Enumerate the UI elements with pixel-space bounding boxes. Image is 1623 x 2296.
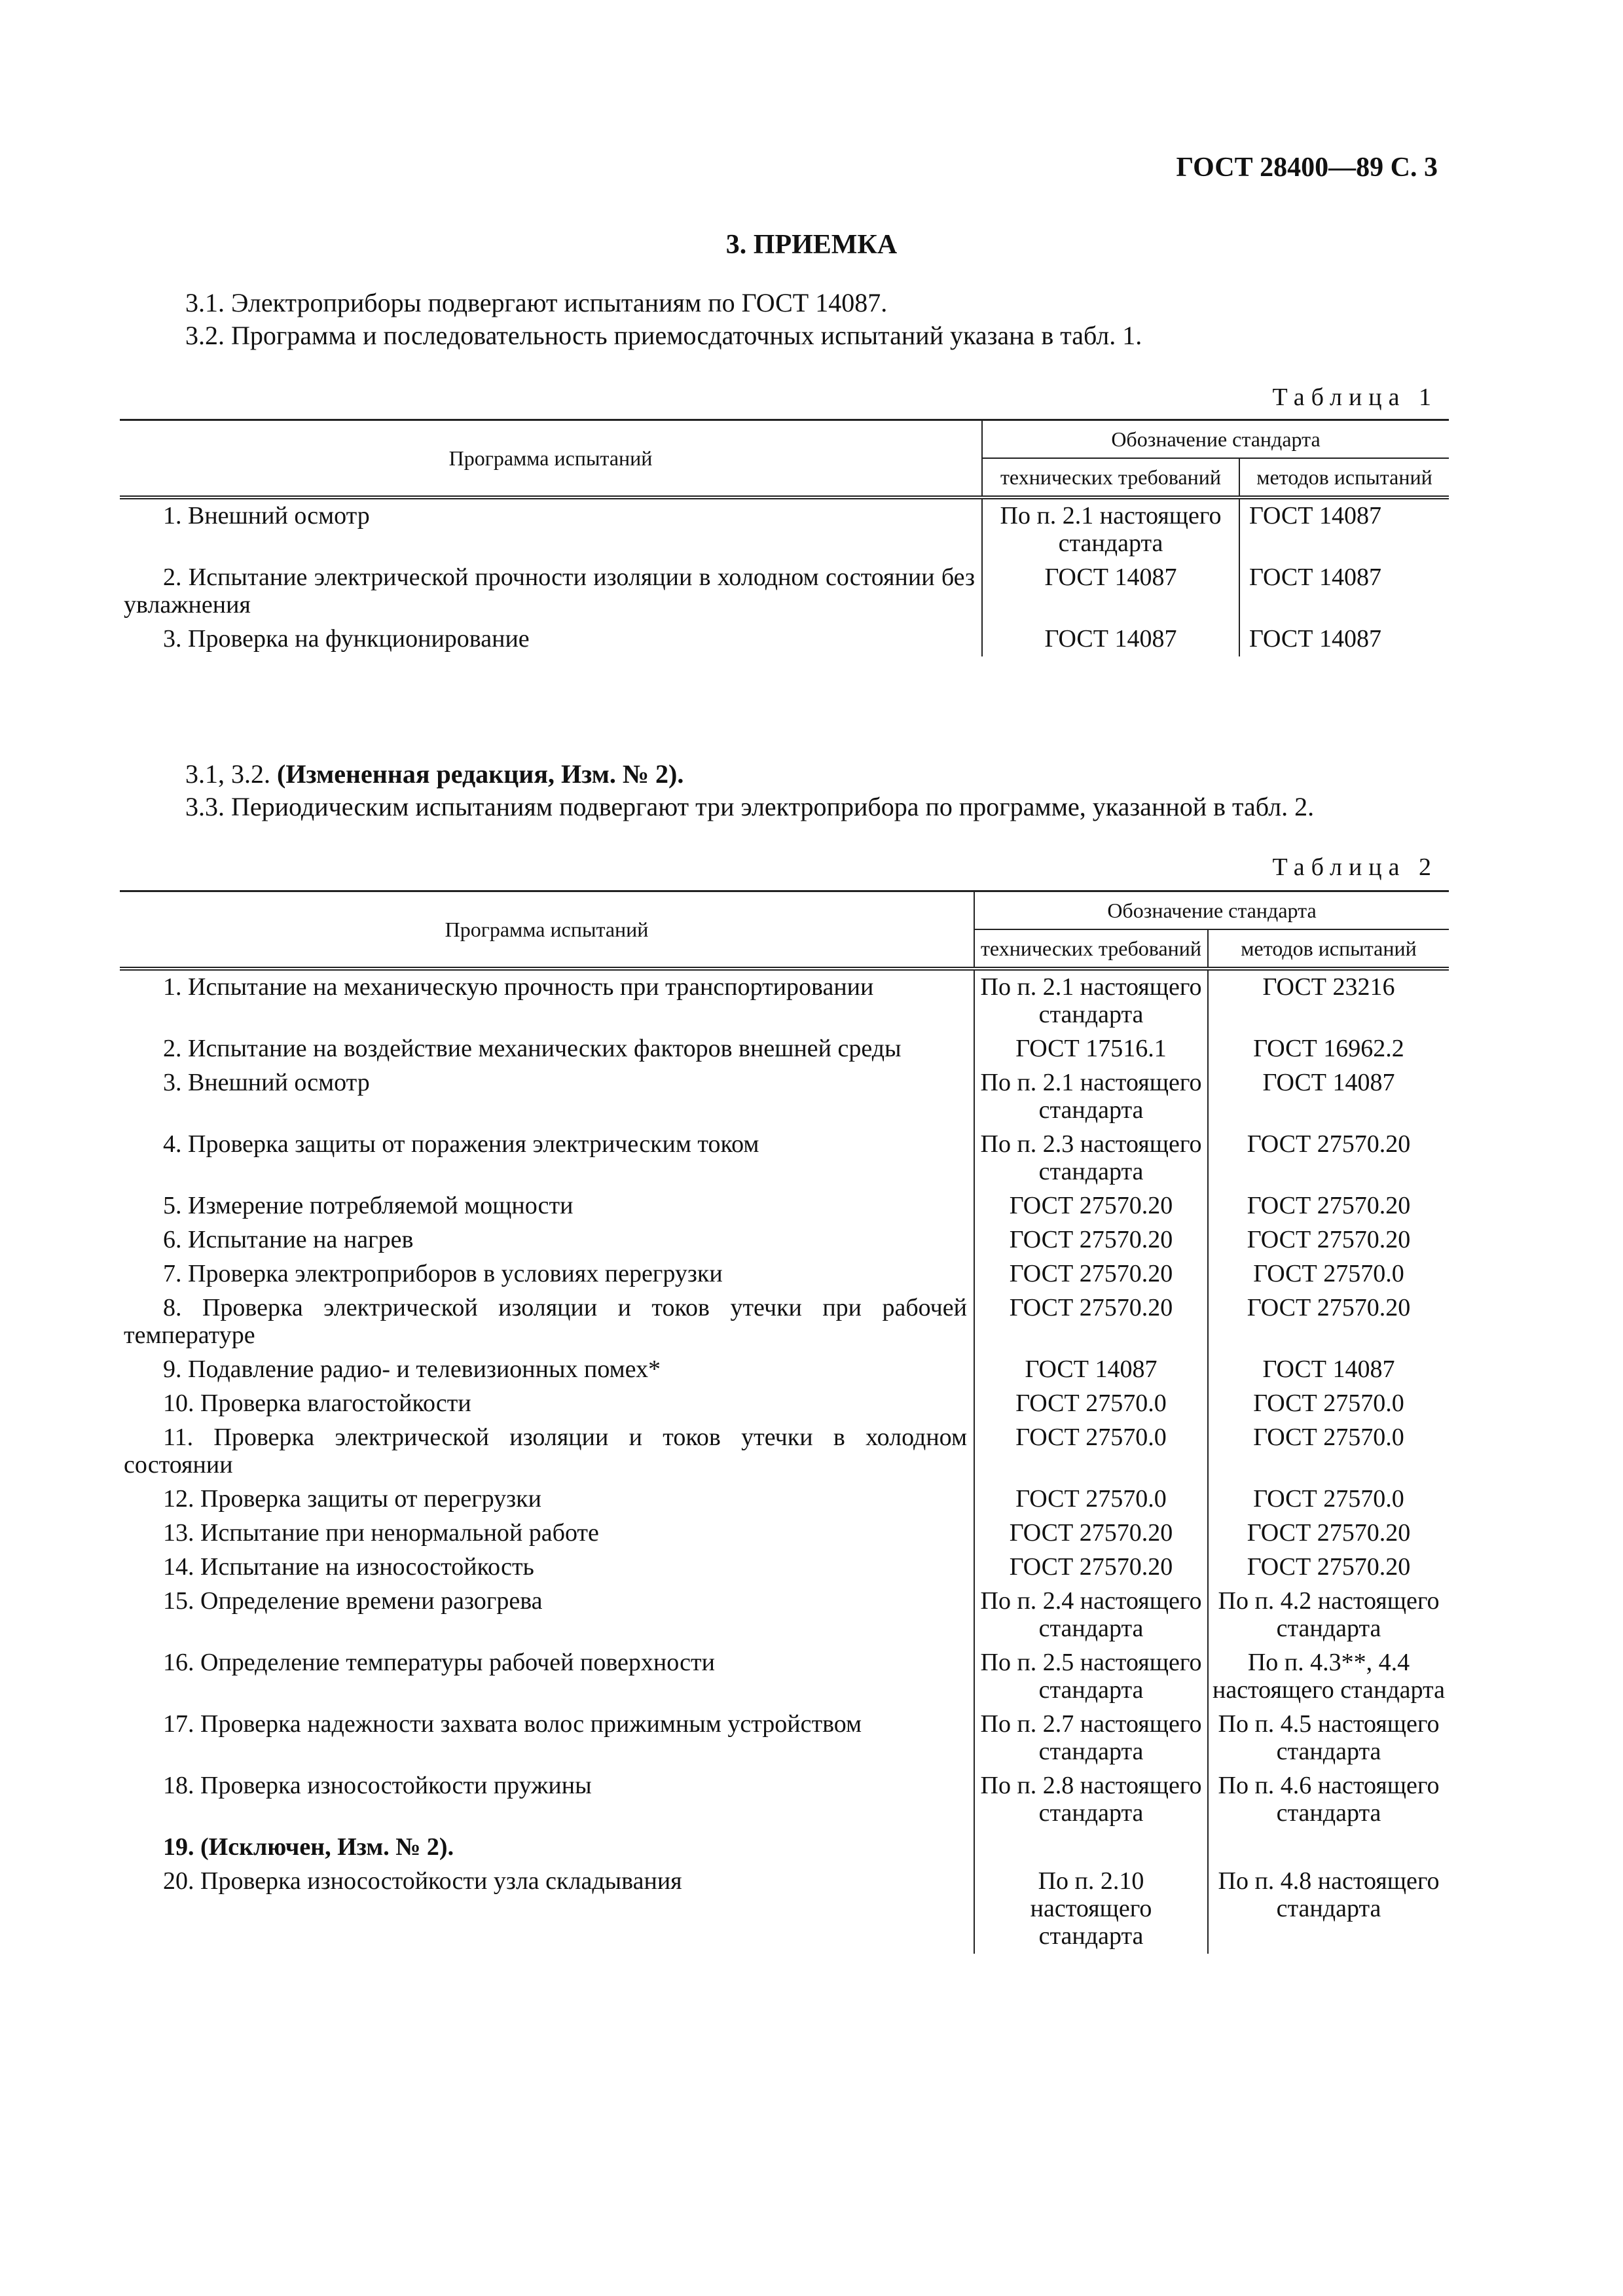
program-cell: 2. Испытание электрической прочности изоляции в холодном состоянии без увлажнения	[124, 564, 975, 619]
tech-requirements-cell: По п. 2.4 настоящего стандарта	[974, 1585, 1208, 1646]
table-row	[120, 969, 1449, 1032]
tech-requirements-cell: ГОСТ 17516.1	[974, 1032, 1208, 1066]
program-cell: 15. Определение времени разогрева	[163, 1587, 543, 1615]
paragraph-3-2-text: 3.2. Программа и последовательность приемосдаточных испытаний указана в табл. 1.	[185, 321, 1142, 350]
table1-header-group: Обозначение стандарта	[982, 420, 1449, 459]
program-cell: 5. Измерение потребляемой мощности	[163, 1192, 574, 1219]
page-header: ГОСТ 28400—89 С. 3	[1176, 152, 1438, 183]
tech-requirements-cell: По п. 2.1 настоящего стандарта	[974, 1066, 1208, 1128]
program-cell: 1. Внешний осмотр	[163, 502, 370, 529]
tech-requirements-cell: ГОСТ 27570.20	[974, 1223, 1208, 1257]
program-cell: 18. Проверка износостойкости пружины	[163, 1772, 592, 1799]
program-cell: 1. Испытание на механическую прочность при транспортировании	[163, 973, 874, 1001]
test-methods-cell: ГОСТ 27570.20	[1208, 1516, 1449, 1551]
tech-requirements-cell: ГОСТ 27570.0	[974, 1482, 1208, 1516]
program-cell: 11. Проверка электрической изоляции и токов утечки в холодном состоянии	[124, 1424, 967, 1479]
table-row	[120, 1353, 1449, 1387]
test-methods-cell: ГОСТ 27570.20	[1208, 1291, 1449, 1353]
table-2	[120, 890, 1449, 1954]
tech-requirements-cell: ГОСТ 14087	[974, 1353, 1208, 1387]
table1-caption: Таблица 1	[1272, 384, 1438, 411]
table-row	[120, 1189, 1449, 1223]
tech-requirements-cell: ГОСТ 27570.20	[974, 1516, 1208, 1551]
program-cell: 20. Проверка износостойкости узла складывания	[163, 1867, 682, 1895]
test-methods-cell: ГОСТ 23216	[1208, 969, 1449, 1032]
table2-header-group: Обозначение стандарта	[974, 891, 1449, 930]
program-cell: 10. Проверка влагостойкости	[163, 1390, 471, 1417]
amendment-note	[120, 759, 1449, 789]
test-methods-cell: ГОСТ 27570.20	[1208, 1189, 1449, 1223]
tech-requirements-cell: ГОСТ 14087	[982, 561, 1239, 622]
program-cell: 16. Определение температуры рабочей поверхности	[163, 1649, 715, 1676]
test-methods-cell	[1208, 1831, 1449, 1865]
table-row	[120, 1223, 1449, 1257]
program-cell: 9. Подавление радио- и телевизионных помех*	[163, 1355, 661, 1383]
paragraph-3-1	[120, 288, 1449, 318]
table-row	[120, 1831, 1449, 1865]
paragraph-3-3	[120, 792, 1449, 822]
test-methods-cell: ГОСТ 14087	[1208, 1353, 1449, 1387]
tech-requirements-cell: ГОСТ 27570.0	[974, 1387, 1208, 1421]
program-cell: 4. Проверка защиты от поражения электрическим током	[163, 1130, 759, 1158]
program-cell: 14. Испытание на износостойкость	[163, 1553, 534, 1581]
table1-header-methods: методов испытаний	[1239, 458, 1449, 497]
tech-requirements-cell: ГОСТ 27570.20	[974, 1551, 1208, 1585]
table-row	[120, 1387, 1449, 1421]
test-methods-cell: ГОСТ 14087	[1239, 561, 1449, 622]
test-methods-cell: ГОСТ 14087	[1208, 1066, 1449, 1128]
paragraph-3-3-text: 3.3. Периодическим испытаниям подвергают три электроприбора по программе, указанной в табл. 2.	[185, 792, 1315, 821]
program-cell: 3. Внешний осмотр	[163, 1069, 370, 1096]
test-methods-cell: ГОСТ 27570.20	[1208, 1551, 1449, 1585]
test-methods-cell: ГОСТ 16962.2	[1208, 1032, 1449, 1066]
table-1	[120, 419, 1449, 656]
test-methods-cell: По п. 4.2 настоящего стандарта	[1208, 1585, 1449, 1646]
test-methods-cell: ГОСТ 27570.0	[1208, 1421, 1449, 1482]
tech-requirements-cell: По п. 2.1 настоящего стандарта	[974, 969, 1208, 1032]
table-row	[120, 1066, 1449, 1128]
test-methods-cell: ГОСТ 27570.0	[1208, 1482, 1449, 1516]
program-cell: 3. Проверка на функционирование	[163, 625, 530, 653]
tech-requirements-cell: По п. 2.8 настоящего стандарта	[974, 1769, 1208, 1831]
program-cell: 6. Испытание на нагрев	[163, 1226, 414, 1253]
tech-requirements-cell: По п. 2.7 настоящего стандарта	[974, 1708, 1208, 1769]
table-row	[120, 1516, 1449, 1551]
program-cell: 17. Проверка надежности захвата волос прижимным устройством	[163, 1710, 862, 1738]
amendment-prefix: 3.1, 3.2.	[185, 759, 277, 789]
table-row	[120, 497, 1449, 561]
test-methods-cell: ГОСТ 14087	[1239, 497, 1449, 561]
tech-requirements-cell: ГОСТ 27570.20	[974, 1189, 1208, 1223]
table2-header-methods: методов испытаний	[1208, 929, 1449, 969]
table-row	[120, 1551, 1449, 1585]
section-title: 3. ПРИЕМКА	[725, 230, 898, 260]
table-row	[120, 622, 1449, 656]
table-row	[120, 1032, 1449, 1066]
table2-header-program: Программа испытаний	[120, 891, 974, 969]
tech-requirements-cell	[974, 1831, 1208, 1865]
tech-requirements-cell: По п. 2.3 настоящего стандарта	[974, 1128, 1208, 1189]
table-row	[120, 1421, 1449, 1482]
table-row	[120, 1128, 1449, 1189]
test-methods-cell: ГОСТ 14087	[1239, 622, 1449, 656]
program-cell: 7. Проверка электроприборов в условиях перегрузки	[163, 1260, 723, 1287]
program-cell: 8. Проверка электрической изоляции и токов утечки при рабочей температуре	[124, 1294, 967, 1349]
test-methods-cell: По п. 4.8 настоящего стандарта	[1208, 1865, 1449, 1954]
table-row	[120, 1482, 1449, 1516]
test-methods-cell: ГОСТ 27570.20	[1208, 1128, 1449, 1189]
tech-requirements-cell: По п. 2.5 настоящего стандарта	[974, 1646, 1208, 1708]
table-row	[120, 1291, 1449, 1353]
program-cell: 2. Испытание на воздействие механических факторов внешней среды	[163, 1035, 902, 1062]
table1-header-program: Программа испытаний	[120, 420, 982, 498]
tech-requirements-cell: По п. 2.10 настоящего стандарта	[974, 1865, 1208, 1954]
tech-requirements-cell: По п. 2.1 настоящего стандарта	[982, 497, 1239, 561]
test-methods-cell: ГОСТ 27570.20	[1208, 1223, 1449, 1257]
table-row	[120, 1769, 1449, 1831]
tech-requirements-cell: ГОСТ 27570.20	[974, 1291, 1208, 1353]
table-row	[120, 1585, 1449, 1646]
program-cell: 19. (Исключен, Изм. № 2).	[163, 1833, 454, 1861]
table-row	[120, 561, 1449, 622]
tech-requirements-cell: ГОСТ 27570.0	[974, 1421, 1208, 1482]
test-methods-cell: По п. 4.5 настоящего стандарта	[1208, 1708, 1449, 1769]
amendment-bold: (Измененная редакция, Изм. № 2).	[277, 759, 684, 789]
test-methods-cell: По п. 4.6 настоящего стандарта	[1208, 1769, 1449, 1831]
table-row	[120, 1257, 1449, 1291]
table-row	[120, 1708, 1449, 1769]
test-methods-cell: ГОСТ 27570.0	[1208, 1387, 1449, 1421]
program-cell: 13. Испытание при ненормальной работе	[163, 1519, 599, 1547]
tech-requirements-cell: ГОСТ 27570.20	[974, 1257, 1208, 1291]
table2-header-tech: технических требований	[974, 929, 1208, 969]
test-methods-cell: По п. 4.3**, 4.4 настоящего стандарта	[1208, 1646, 1449, 1708]
table1-header-tech: технических требований	[982, 458, 1239, 497]
test-methods-cell: ГОСТ 27570.0	[1208, 1257, 1449, 1291]
paragraph-3-1-text: 3.1. Электроприборы подвергают испытаниям по ГОСТ 14087.	[185, 288, 888, 317]
tech-requirements-cell: ГОСТ 14087	[982, 622, 1239, 656]
table-row	[120, 1865, 1449, 1954]
table-row	[120, 1646, 1449, 1708]
table2-caption: Таблица 2	[1272, 853, 1438, 881]
paragraph-3-2	[120, 321, 1449, 351]
program-cell: 12. Проверка защиты от перегрузки	[163, 1485, 541, 1513]
